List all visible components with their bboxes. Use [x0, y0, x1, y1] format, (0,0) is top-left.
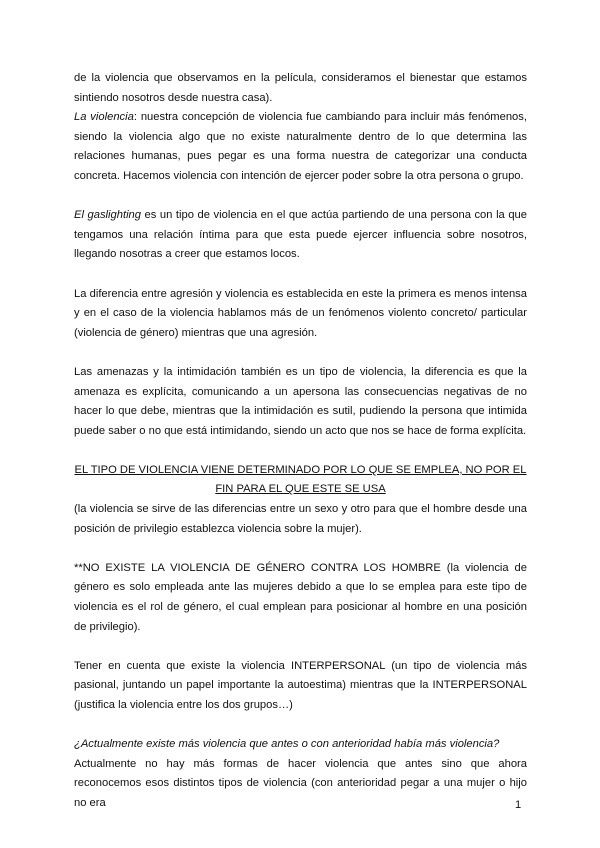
- paragraph-agresion: La diferencia entre agresión y violencia es establecida en este la primera es menos intensa y en el caso de la violencia hablamos más de un fenómenos violento concreto/ particular (violencia de género) mientras que una agresión.: [74, 287, 527, 339]
- paragraph-sexo: (la violencia se sirve de las diferencias entre un sexo y otro para que el hombre desde una posición de privilegio establezca violencia sobre la mujer).: [74, 503, 527, 535]
- paragraph-gaslighting-text: es un tipo de violencia en el que actúa partiendo de una persona con la que tengamos una relación íntima para que esta puede ejercer influencia sobre nosotros, llegando nosotras a creer que estamos locos.: [74, 209, 527, 261]
- paragraph-interpersonal: Tener en cuenta que existe la violencia INTERPERSONAL (un tipo de violencia más pasional, juntando un papel importante la autoestima) mientras que la INTERPERSONAL (justifica la violencia entre los dos grupos…): [74, 659, 527, 711]
- spacer: [74, 539, 527, 559]
- paragraph-violencia-text: : nuestra concepción de violencia fue cambiando para incluir más fenómenos, siendo la violencia algo que no existe naturalmente dentro de lo que determina las relaciones humanas, pues pegar es una forma nuestra de categorizar una conducta concreta. Hacemos violencia con intención de ejercer poder sobre la otra persona o grupo.: [74, 111, 527, 182]
- spacer: [74, 716, 527, 736]
- term-gaslighting: El gaslighting: [74, 209, 141, 222]
- paragraph-genero: **NO EXISTE LA VIOLENCIA DE GÉNERO CONTRA LOS HOMBRE (la violencia de género es solo empleada ante las mujeres debido a que lo se emplea para este tipo de violencia es el rol de género, el cual emplean para posicionar al hombre en una posición de privilegio).: [74, 561, 527, 633]
- section-heading: EL TIPO DE VIOLENCIA VIENE DETERMINADO POR LO QUE SE EMPLEA, NO POR EL FIN PARA EL QUE ESTE SE USA: [74, 463, 527, 496]
- spacer: [74, 343, 527, 363]
- paragraph-gaslighting: [74, 206, 527, 265]
- paragraph-violencia: [74, 108, 527, 186]
- term-violencia: La violencia: [74, 111, 134, 124]
- paragraph-intro-end: de la violencia que observamos en la película, consideramos el bienestar que estamos sintiendo nosotros desde nuestra casa).: [74, 72, 527, 104]
- document-body: [74, 69, 527, 814]
- question: [74, 735, 527, 755]
- spacer: [74, 637, 527, 657]
- spacer: [74, 187, 527, 207]
- paragraph-amenazas: Las amenazas y la intimidación también es un tipo de violencia, la diferencia es que la amenaza es explícita, comunicando a un apersona las consecuencias negativas de no hacer lo que debe, mientras que la intimidación es sutil, pudiendo la persona que intimida puede saber o no que está intimidando, siendo un acto que nos se hace de forma explícita.: [74, 365, 527, 437]
- spacer: [74, 441, 527, 461]
- question-text: ¿Actualmente existe más violencia que antes o con anterioridad había más violencia?: [74, 738, 500, 751]
- spacer: [74, 265, 527, 285]
- paragraph-actualmente: Actualmente no hay más formas de hacer violencia que antes sino que ahora reconocemos esos distintos tipos de violencia (con anterioridad pegar a una mujer o hijo no era: [74, 757, 527, 809]
- page-number: 1: [515, 799, 522, 811]
